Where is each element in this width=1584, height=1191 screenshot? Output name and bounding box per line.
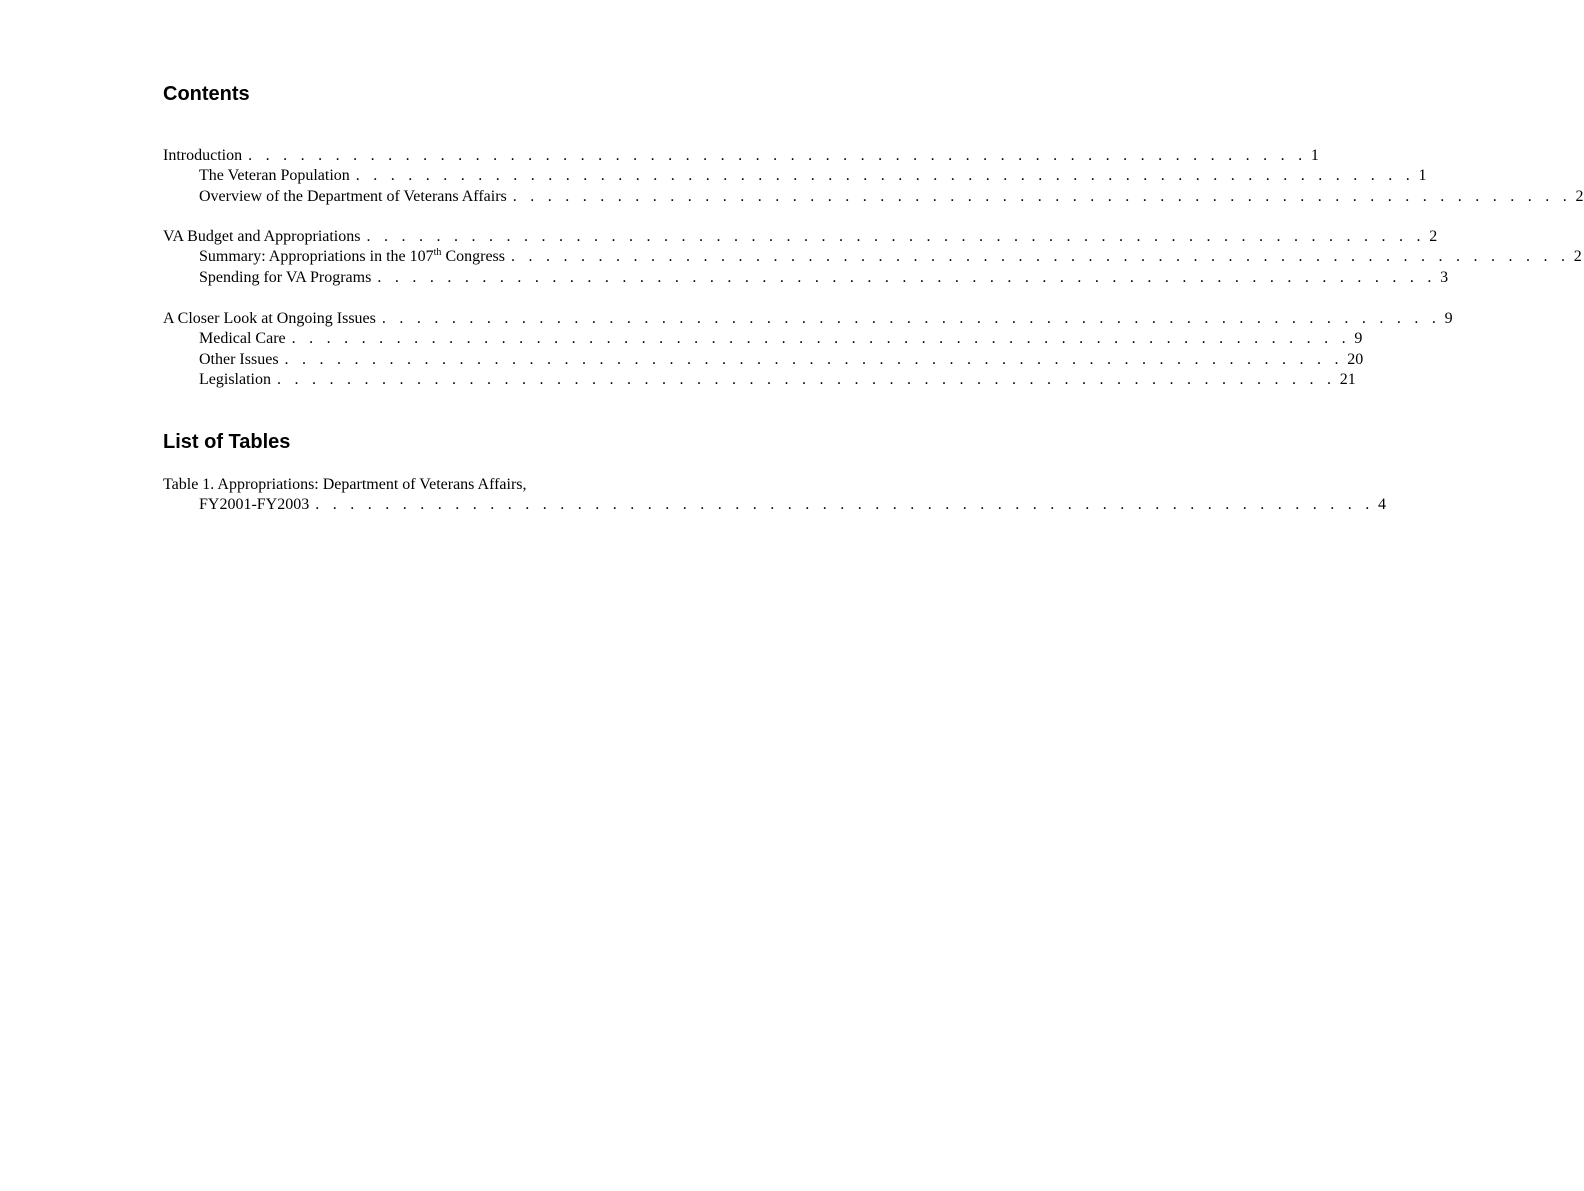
toc-entry[interactable] — [163, 187, 1584, 207]
toc-entry-title: Legislation — [199, 370, 271, 388]
toc-entry-title-part: Summary: Appropriations in the 107 — [199, 248, 434, 266]
toc-entry[interactable] — [163, 370, 1356, 390]
table-entry-title: Table 1. Appropriations: Department of Veterans Affairs, — [163, 476, 527, 493]
dot-leader: . . . . . . . . . . . . . . . . . . . . . . . . . . . . . . . . . . . . . . . . . . . . . . . . . . . . . . . . . . . . . — [377, 268, 1437, 286]
table-entry-line2[interactable] — [163, 495, 1386, 515]
toc-entry[interactable] — [163, 268, 1449, 288]
toc-entry-page: 21 — [1339, 370, 1356, 388]
table-entry-line1[interactable] — [163, 475, 758, 495]
toc-entry[interactable] — [163, 247, 1582, 267]
dot-leader: . . . . . . . . . . . . . . . . . . . . . . . . . . . . . . . . . . . . . . . . . . . . . . . . . . . . . . . . . . . . . — [276, 370, 1336, 388]
toc-entry-title: VA Budget and Appropriations — [163, 228, 361, 245]
toc-entry-title-part: Congress — [441, 248, 505, 266]
toc-entry[interactable] — [163, 309, 1453, 329]
toc-entry[interactable] — [163, 329, 1363, 349]
toc-entry-title: The Veteran Population — [199, 167, 350, 185]
toc-entry-page: 2 — [1429, 228, 1438, 245]
toc-entry-title: Overview of the Department of Veterans Affairs — [199, 187, 507, 205]
dot-leader: . . . . . . . . . . . . . . . . . . . . . . . . . . . . . . . . . . . . . . . . . . . . . . . . . . . . . . . . . . . . . — [512, 187, 1572, 205]
dot-leader: . . . . . . . . . . . . . . . . . . . . . . . . . . . . . . . . . . . . . . . . . . . . . . . . . . . . . . . . . . . . . — [315, 496, 1374, 514]
toc-entry[interactable] — [163, 166, 1427, 186]
toc-entry-page: 2 — [1575, 187, 1584, 205]
contents-heading: Contents — [163, 83, 250, 105]
toc-entry-title: Other Issues — [199, 350, 279, 368]
toc-entry-page: 2 — [1573, 248, 1582, 266]
toc-section-budget — [163, 227, 1582, 288]
dot-leader: . . . . . . . . . . . . . . . . . . . . . . . . . . . . . . . . . . . . . . . . . . . . . . . . . . . . . . . . . . . . . — [284, 350, 1344, 368]
toc-entry[interactable] — [163, 350, 1364, 370]
toc-entry-page: 9 — [1354, 330, 1363, 348]
toc-entry-page: 3 — [1440, 268, 1449, 286]
dot-leader: . . . . . . . . . . . . . . . . . . . . . . . . . . . . . . . . . . . . . . . . . . . . . . . . . . . . . . . . . . . . . — [381, 310, 1441, 327]
toc-entry-title: Spending for VA Programs — [199, 268, 372, 286]
toc-entry[interactable] — [163, 146, 1319, 166]
dot-leader: . . . . . . . . . . . . . . . . . . . . . . . . . . . . . . . . . . . . . . . . . . . . . . . . . . . . . . . . . . . . . — [355, 167, 1415, 185]
ordinal-superscript: th — [433, 247, 442, 259]
toc-entry-title — [199, 247, 511, 267]
list-of-tables-heading: List of Tables — [163, 431, 291, 453]
toc-section-introduction — [163, 146, 1584, 207]
toc-entry-title: A Closer Look at Ongoing Issues — [163, 310, 376, 327]
toc-entry-title: Medical Care — [199, 330, 286, 348]
table-entry-page: 4 — [1377, 496, 1386, 514]
dot-leader: . . . . . . . . . . . . . . . . . . . . . . . . . . . . . . . . . . . . . . . . . . . . . . . . . . . . . . . . . . . . . — [291, 330, 1351, 348]
toc-entry-title: Introduction — [163, 147, 243, 164]
toc-entry-page: 9 — [1444, 310, 1453, 327]
toc-entry-page: 1 — [1418, 167, 1427, 185]
toc-entry-page: 20 — [1347, 350, 1364, 368]
toc-entry[interactable] — [163, 227, 1438, 247]
dot-leader: . . . . . . . . . . . . . . . . . . . . . . . . . . . . . . . . . . . . . . . . . . . . . . . . . . . . . . . . . . . . . — [248, 147, 1307, 164]
toc-section-issues — [163, 309, 1453, 390]
toc-entry-page: 1 — [1310, 147, 1319, 164]
list-of-tables — [163, 475, 1386, 516]
table-entry-title-continued: FY2001-FY2003 — [199, 496, 310, 514]
dot-leader: . . . . . . . . . . . . . . . . . . . . . . . . . . . . . . . . . . . . . . . . . . . . . . . . . . . . . . . . . . . . . — [366, 228, 1426, 245]
dot-leader: . . . . . . . . . . . . . . . . . . . . . . . . . . . . . . . . . . . . . . . . . . . . . . . . . . . . . . . . . . . . . — [511, 248, 1570, 266]
